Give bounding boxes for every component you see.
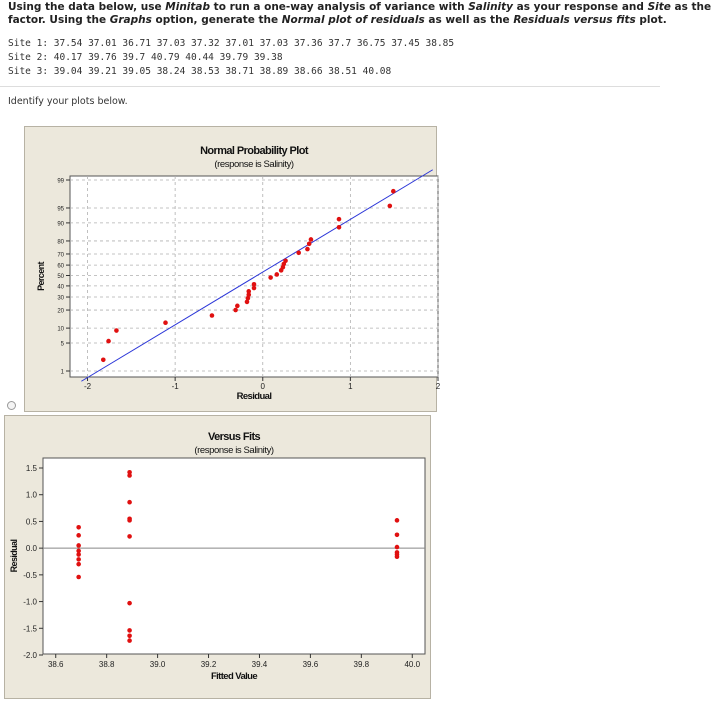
y-tick-label: 99 <box>57 178 64 185</box>
data-point <box>127 628 132 633</box>
plot-area <box>43 458 425 654</box>
y-tick-label: -2.0 <box>23 651 37 660</box>
data-point <box>76 533 81 538</box>
data-point <box>127 473 132 478</box>
data-point <box>309 237 314 242</box>
data-point <box>307 242 312 247</box>
site-3-data: Site 3: 39.04 39.21 39.05 38.24 38.53 38.71 38.89 38.66 38.51 40.08 <box>8 66 392 77</box>
y-tick-label: 0.0 <box>25 544 37 554</box>
data-point <box>127 638 132 643</box>
x-tick-label: 40.0 <box>404 660 421 669</box>
y-tick-label: 0.5 <box>25 517 37 527</box>
data-point <box>76 557 81 562</box>
data-point <box>76 525 81 530</box>
data-point <box>210 313 215 318</box>
x-axis-label: Residual <box>236 391 272 402</box>
data-point <box>296 250 301 255</box>
data-point <box>101 358 106 363</box>
data-point <box>127 500 132 505</box>
data-point <box>76 543 81 548</box>
plot-area <box>70 176 438 377</box>
y-tick-label: 70 <box>57 252 64 259</box>
x-tick-label: 39.2 <box>200 660 217 669</box>
data-point <box>395 545 400 550</box>
data-point <box>127 601 132 606</box>
y-tick-label: 10 <box>57 326 64 333</box>
data-point <box>76 552 81 557</box>
normal-probability-plot <box>25 127 441 411</box>
x-tick-label: 39.4 <box>251 660 268 669</box>
x-tick-label: 38.8 <box>98 660 115 669</box>
data-point <box>305 247 310 252</box>
versus-fits-panel <box>4 415 431 699</box>
y-axis-label: Residual <box>9 539 19 573</box>
x-tick-label: 39.6 <box>302 660 319 669</box>
identify-prompt: Identify your plots below. <box>8 96 128 107</box>
data-point <box>268 275 273 280</box>
y-tick-label: -1.0 <box>23 597 37 607</box>
y-tick-label: -0.5 <box>23 570 37 580</box>
data-point <box>76 562 81 567</box>
versus-fits-plot <box>5 416 430 698</box>
data-point <box>106 339 111 344</box>
y-tick-label: 50 <box>57 274 64 280</box>
chart-title: Normal Probability Plot <box>200 145 308 157</box>
x-tick-label: 0 <box>260 382 265 391</box>
y-tick-label: -1.5 <box>23 624 37 634</box>
y-tick-label: 20 <box>57 308 64 315</box>
x-tick-label: -2 <box>83 382 92 391</box>
data-point <box>163 320 168 325</box>
y-axis-label: Percent <box>36 262 46 291</box>
data-point <box>395 532 400 537</box>
chart-subtitle: (response is Salinity) <box>214 159 294 170</box>
chart-title: Versus Fits <box>207 431 261 443</box>
x-tick-label: 39.8 <box>353 660 370 669</box>
data-point <box>388 204 393 209</box>
data-point <box>127 633 132 638</box>
y-tick-label: 40 <box>57 284 64 291</box>
y-tick-label: 5 <box>60 341 64 348</box>
y-tick-label: 90 <box>57 221 64 228</box>
data-point <box>337 217 342 222</box>
x-tick-label: 39.0 <box>149 660 166 669</box>
normal-plot-panel <box>24 126 441 412</box>
x-tick-label: 1 <box>348 382 353 391</box>
y-tick-label: 95 <box>57 206 64 213</box>
data-point <box>391 189 396 194</box>
x-tick-label: -1 <box>171 382 179 391</box>
y-tick-label: 30 <box>57 295 64 302</box>
y-tick-label: 80 <box>57 239 64 246</box>
x-tick-label: 38.6 <box>47 660 64 669</box>
divider <box>0 86 660 87</box>
data-point <box>337 225 342 230</box>
data-point <box>76 575 81 580</box>
data-point <box>233 308 238 313</box>
chart-subtitle: (response is Salinity) <box>194 445 274 456</box>
y-tick-label: 60 <box>57 263 64 270</box>
data-point <box>395 554 400 559</box>
data-point <box>274 272 279 277</box>
data-point <box>246 289 251 294</box>
answer-radio[interactable] <box>7 401 16 410</box>
x-tick-label: 2 <box>435 382 441 391</box>
y-tick-label: 1.0 <box>25 490 37 500</box>
y-tick-label: 1.5 <box>25 464 37 473</box>
data-point <box>283 258 288 263</box>
y-tick-label: 1 <box>60 369 64 376</box>
data-point <box>395 518 400 523</box>
data-point <box>127 534 132 539</box>
x-axis-label: Fitted Value <box>210 671 258 682</box>
data-point <box>252 282 257 287</box>
data-point <box>114 328 119 333</box>
site-1-data: Site 1: 37.54 37.01 36.71 37.03 37.32 37.01 37.03 37.36 37.7 36.75 37.45 38.85 <box>8 38 455 49</box>
data-point <box>235 304 240 309</box>
site-2-data: Site 2: 40.17 39.76 39.7 40.79 40.44 39.79 39.38 <box>8 52 283 63</box>
data-point <box>127 518 132 523</box>
